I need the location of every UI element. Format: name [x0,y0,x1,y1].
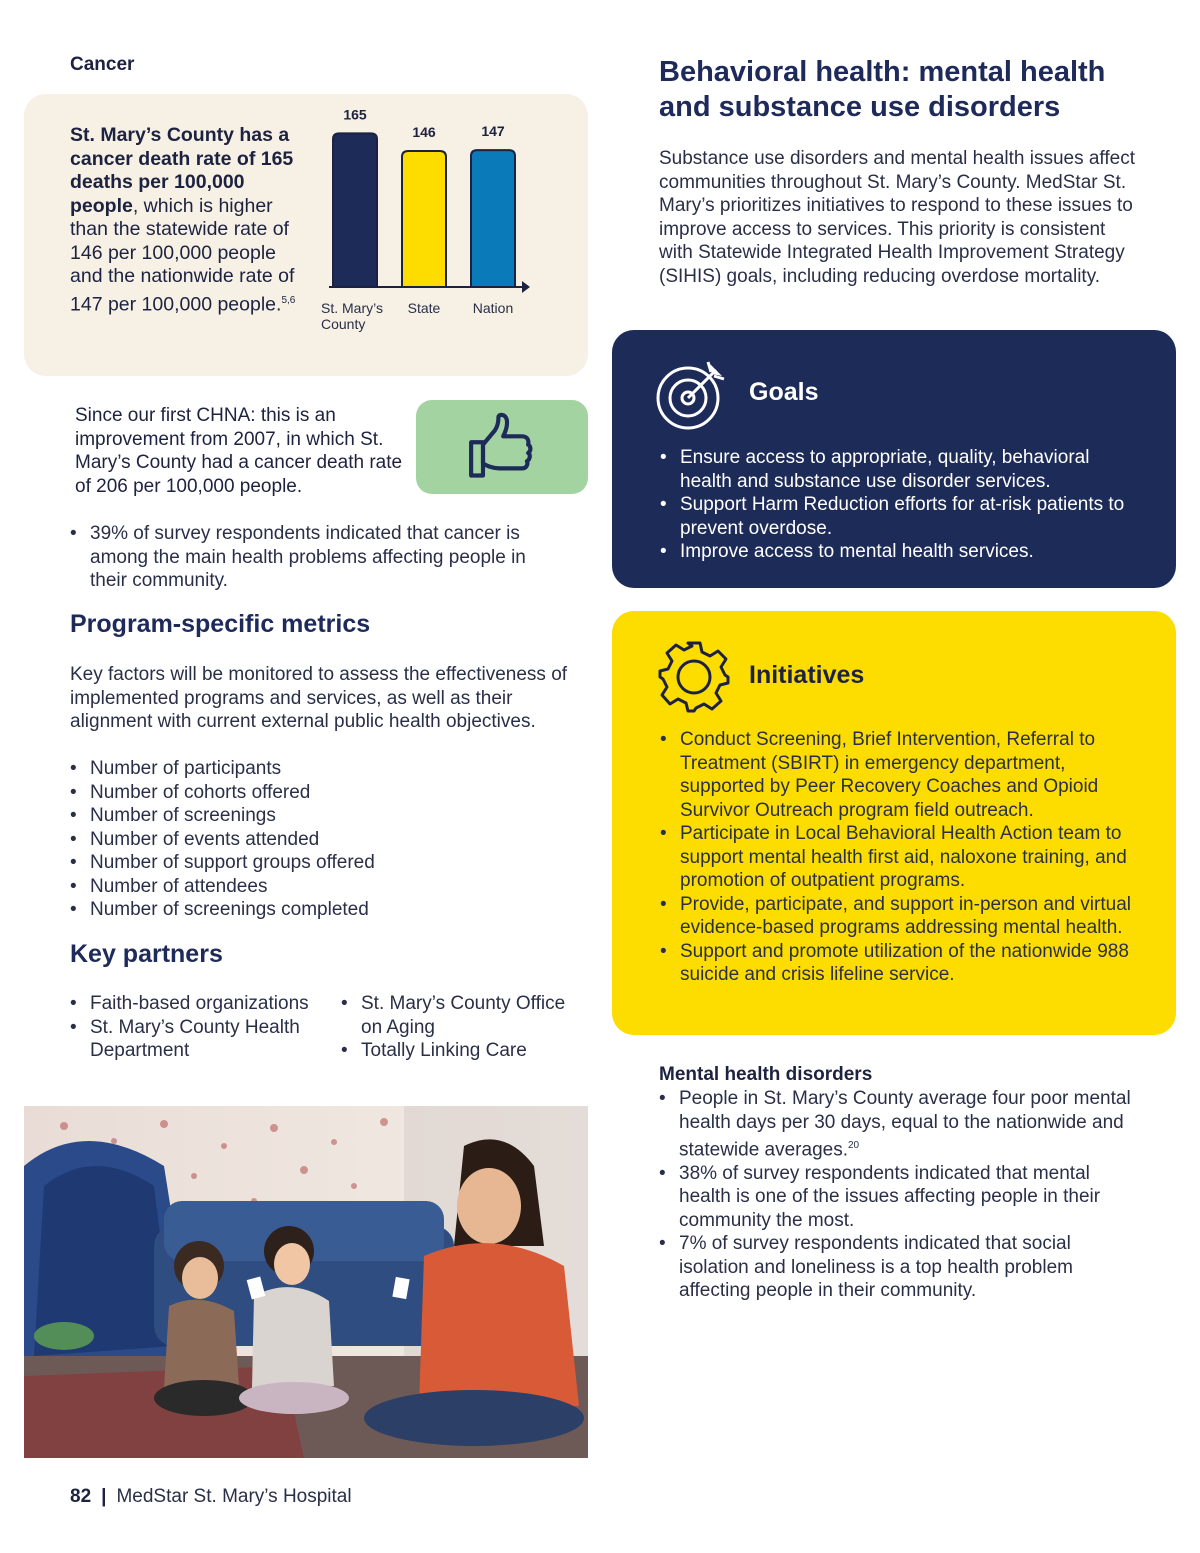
footer-hospital-name: MedStar St. Mary’s Hospital [116,1486,352,1507]
mental-health-item-text: People in St. Mary’s County average four poor mental health days per 30 days, equal to the nationwide and statewide averages. [679,1088,1131,1161]
list-item: • 39% of survey respondents indicated that cancer is among the main health problems affecting people in their community. [70,522,540,593]
initiatives-list [660,728,1140,987]
metrics-list [70,757,550,922]
list-item: • St. Mary’s County Office on Aging [341,992,591,1039]
list-item: • Number of screenings [70,804,550,828]
chart-category-label: St. Mary’s County [321,300,383,332]
goals-card [612,330,1176,588]
chart-value-label: 147 [481,123,505,140]
list-item: • Participate in Local Behavioral Health Action team to support mental health first aid, naloxone training, and promotion of outpatient programs. [660,822,1140,893]
metrics-heading: Program-specific metrics [70,610,371,638]
list-item: • St. Mary’s County Health Department [70,1016,320,1063]
goals-list [660,446,1140,564]
list-item: • 38% of survey respondents indicated that mental health is one of the issues affecting people in their community the most. [659,1162,1139,1233]
list-item: • Number of cohorts offered [70,781,550,805]
chart-bar [471,150,515,287]
initiatives-title: Initiatives [749,661,865,689]
list-item: • Totally Linking Care [341,1039,591,1063]
improvement-text: Since our first CHNA: this is an improvement from 2007, in which St. Mary’s County had a cancer death rate of 206 per 100,000 people. [75,405,403,497]
chart-value-label: 165 [343,106,367,123]
list-item [659,1087,1139,1162]
chart-category-label: Nation [472,300,514,316]
cancer-stat-footnote: 5,6 [281,294,296,306]
list-item: • Ensure access to appropriate, quality, behavioral health and substance use disorder services. [660,446,1140,493]
improvement-badge [416,400,588,494]
list-item: • Provide, participate, and support in-person and virtual evidence-based programs addressing mental health. [660,893,1140,940]
list-item: • Number of screenings completed [70,898,550,922]
list-item: • Number of support groups offered [70,851,550,875]
cancer-rate-bar-chart [310,106,550,344]
family-playing-cards-illustration [24,1106,588,1458]
partners-list-right [341,992,591,1063]
section-label-cancer: Cancer [70,54,135,75]
partners-list-left [70,992,320,1063]
list-item: • Faith-based organizations [70,992,320,1016]
cancer-stat-bold: St. Mary’s County has a cancer death rate of 165 deaths per 100,000 people [70,124,294,217]
list-item: • Conduct Screening, Brief Intervention, Referral to Treatment (SBIRT) in emergency department, supported by Peer Recovery Coaches and Opioid Survivor Outreach program field outreach. [660,728,1140,822]
behavioral-health-intro: Substance use disorders and mental health issues affect communities throughout St. Mary’s County. MedStar St. Mary’s prioritizes initiatives to respond to these issues to improve access to services. This priority is consistent with Statewide Integrated Health Improvement Strategy (SIHIS) goals, including reducing overdose mortality. [659,148,1135,287]
cancer-survey-list [70,522,540,593]
cancer-stat-text [70,124,310,317]
list-item: • 7% of survey respondents indicated that social isolation and loneliness is a top health problem affecting people in their community. [659,1232,1139,1303]
goals-title: Goals [749,378,819,406]
page-footer [70,1486,352,1508]
list-item: • Improve access to mental health services. [660,540,1140,564]
metrics-intro: Key factors will be monitored to assess the effectiveness of implemented programs and services, as well as their alignment with current external public health objectives. [70,664,568,732]
initiatives-card [612,611,1176,1035]
mental-health-list [659,1087,1139,1303]
chart-bar [333,133,377,287]
chart-category-label: State [407,300,441,316]
behavioral-health-heading: Behavioral health: mental health and substance use disorders [659,56,1106,123]
family-photo [24,1106,588,1458]
partners-heading: Key partners [70,940,223,968]
page-number: 82 [70,1486,92,1507]
thumbs-up-icon [464,409,540,485]
chart-axis-arrow [522,281,530,293]
list-item: • Number of participants [70,757,550,781]
mental-health-heading: Mental health disorders [659,1064,873,1085]
gear-icon [656,639,732,715]
list-item: • Number of attendees [70,875,550,899]
target-icon [656,358,728,430]
footer-separator: | [101,1486,107,1507]
mental-health-footnote: 20 [848,1140,860,1151]
list-item: • Support and promote utilization of the nationwide 988 suicide and crisis lifeline service. [660,940,1140,987]
list-item: • Number of events attended [70,828,550,852]
chart-bar [402,151,446,287]
chart-value-label: 146 [412,124,436,141]
list-item: • Support Harm Reduction efforts for at-risk patients to prevent overdose. [660,493,1140,540]
cancer-stat-rest: , which is higher than the statewide rate of 146 per 100,000 people and the nationwide rate of 147 per 100,000 people. [70,194,295,315]
